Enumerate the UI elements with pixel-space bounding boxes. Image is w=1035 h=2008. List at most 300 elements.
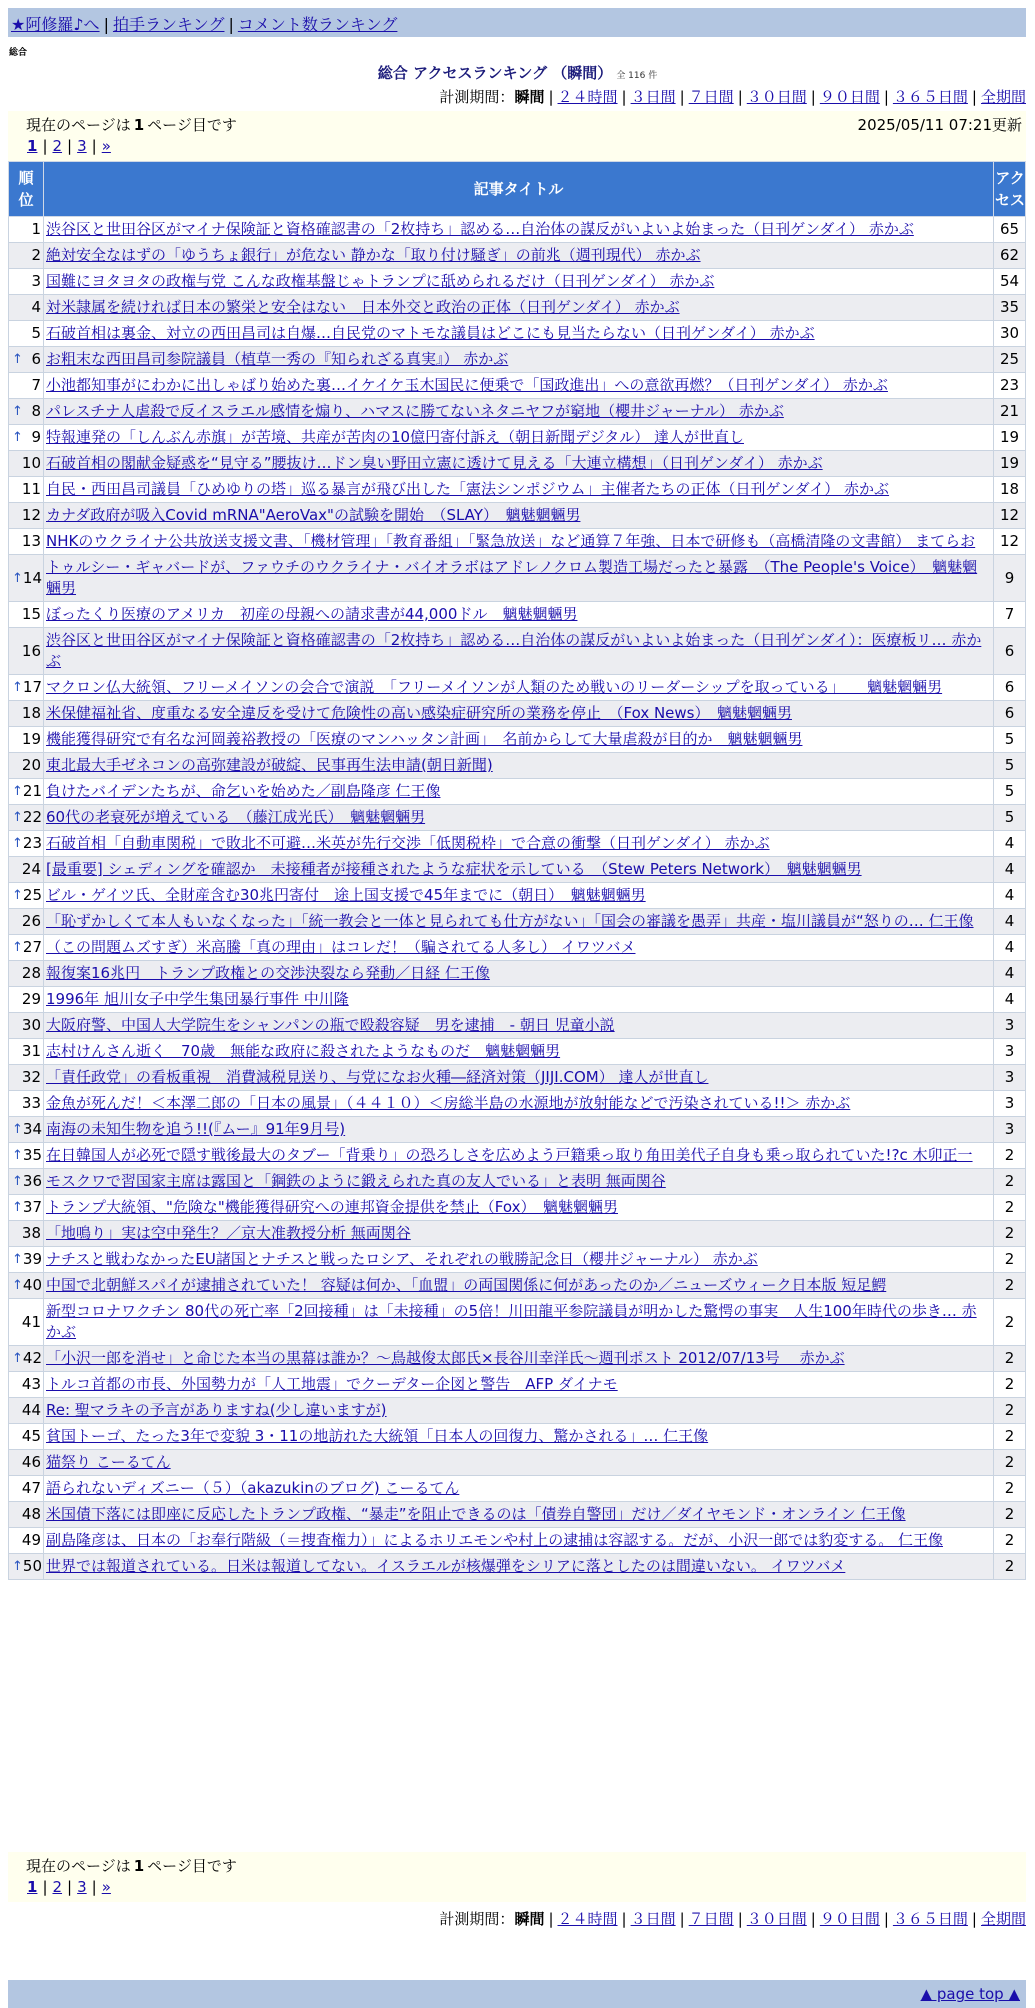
access-count: 5	[994, 753, 1026, 779]
table-row	[9, 1528, 1026, 1554]
rank-cell	[9, 555, 44, 602]
access-count: 2	[994, 1528, 1026, 1554]
period-option[interactable]: 全期間	[980, 1910, 1026, 1928]
table-row	[9, 1065, 1026, 1091]
rank-cell	[9, 753, 44, 779]
article-link[interactable]: 中国で北朝鮮スパイが逮捕されていた！ 容疑は何か、「血盟」の両国関係に何があったのか／ニューズウィーク日本版 短足鰐	[46, 1276, 887, 1294]
article-link[interactable]: モスクワで習国家主席は露国と「鋼鉄のように鍛えられた真の友人でいる」と表明 無両関谷	[46, 1172, 666, 1190]
article-link[interactable]: NHKのウクライナ公共放送支援文書、「機材管理」「教育番組」「緊急放送」など通算７年強、日本で研修も（高橋清隆の文書館） まてらお	[46, 532, 976, 550]
article-link[interactable]: 米保健福祉省、度重なる安全違反を受けて危険性の高い感染症研究所の業務を停止 （Fox News） 魑魅魍魎男	[46, 704, 792, 722]
period-option[interactable]: 全期間	[980, 88, 1026, 106]
ranking-body	[9, 217, 1026, 1580]
period-separator: |	[971, 88, 977, 106]
article-link[interactable]: 副島隆彦は、日本の「お奉行階級（＝捜査権力）」によるホリエモンや村上の逮捕は容認する。だが、小沢一郎では豹変する。 仁王像	[46, 1531, 943, 1549]
article-link[interactable]: 「恥ずかしくて本人もいなくなった」「統一教会と一体と見られても仕方がない」「国会の審議を愚弄」共産・塩川議員が“怒りの… 仁王像	[46, 912, 974, 930]
title-cell	[44, 602, 994, 628]
article-link[interactable]: カナダ政府が吸入Covid mRNA"AeroVax"の試験を開始 （SLAY） 魑魅魍魎男	[46, 506, 581, 524]
article-link[interactable]: 南海の未知生物を追う!!(『ムー』91年9月号)	[46, 1120, 346, 1138]
rank-number: 23	[22, 834, 42, 852]
rank-number: 14	[22, 568, 42, 587]
period-option[interactable]: ２４時間	[557, 1910, 618, 1928]
table-row	[9, 831, 1026, 857]
article-link[interactable]: 貧国トーゴ、たった3年で変貌 3・11の地訪れた大統領「日本人の回復力、驚かされる」… 仁王像	[46, 1427, 709, 1445]
rank-cell	[9, 1273, 44, 1299]
table-row	[9, 1039, 1026, 1065]
rank-number: 26	[21, 912, 41, 930]
article-link[interactable]: マクロン仏大統領、フリーメイソンの会合で演説 「フリーメイソンが人類のため戦いのリーダーシップを取っている」 魑魅魍魎男	[46, 678, 943, 696]
period-option[interactable]: ９０日間	[819, 88, 880, 106]
nav-separator: |	[103, 15, 109, 34]
rank-cell	[9, 425, 44, 451]
article-link[interactable]: 1996年 旭川女子中学生集団暴行事件 中川隆	[46, 990, 349, 1008]
rank-cell	[9, 805, 44, 831]
table-row	[9, 1398, 1026, 1424]
table-row	[9, 675, 1026, 701]
article-link[interactable]: 猫祭り こーるてん	[46, 1453, 171, 1471]
access-count: 21	[994, 399, 1026, 425]
access-count: 3	[994, 1091, 1026, 1117]
rank-cell	[9, 701, 44, 727]
access-count: 12	[994, 529, 1026, 555]
article-link[interactable]: 特報連発の「しんぶん赤旗」が苦境、共産が苦肉の10億円寄付訴え（朝日新聞デジタル） 達人が世直し	[46, 428, 744, 446]
access-count: 5	[994, 727, 1026, 753]
article-link[interactable]: パレスチナ人虐殺で反イスラエル感情を煽り、ハマスに勝てないネタニヤフが窮地（櫻井ジャーナル） 赤かぶ	[46, 402, 784, 420]
title-cell	[44, 909, 994, 935]
title-cell	[44, 295, 994, 321]
rank-cell	[9, 373, 44, 399]
page-title: 総合 アクセスランキング （瞬間）	[377, 64, 613, 82]
rank-cell	[9, 628, 44, 675]
rank-up-arrow-icon: ↑	[12, 430, 23, 445]
top-navigation	[8, 8, 1026, 37]
access-count: 6	[994, 675, 1026, 701]
period-option[interactable]: ３０日間	[746, 88, 807, 106]
rank-number: 42	[22, 1349, 42, 1367]
rank-number: 19	[21, 730, 41, 748]
title-cell	[44, 1502, 994, 1528]
table-row	[9, 701, 1026, 727]
article-link[interactable]: 自民・西田昌司議員「ひめゆりの塔」巡る暴言が飛び出した「憲法シンポジウム」主催者たちの正体（日刊ゲンダイ） 赤かぶ	[46, 480, 890, 498]
rank-up-arrow-icon: ↑	[12, 1148, 23, 1163]
title-cell	[44, 1528, 994, 1554]
title-cell	[44, 1299, 994, 1346]
rank-cell	[9, 961, 44, 987]
access-count: 35	[994, 295, 1026, 321]
page-link[interactable]: 3	[77, 1878, 87, 1896]
title-cell	[44, 1398, 994, 1424]
rank-cell	[9, 1065, 44, 1091]
title-cell	[44, 935, 994, 961]
rank-cell	[9, 503, 44, 529]
rank-number: 29	[21, 990, 41, 1008]
article-link[interactable]: 米国債下落には即座に反応したトランプ政権、“暴走”を阻止できるのは「債券自警団」だけ／ダイヤモンド・オンライン 仁王像	[46, 1505, 906, 1523]
access-count: 2	[994, 1195, 1026, 1221]
rank-cell	[9, 1117, 44, 1143]
rank-up-arrow-icon: ↑	[12, 352, 23, 367]
table-row	[9, 961, 1026, 987]
access-count: 19	[994, 451, 1026, 477]
page-links	[27, 1878, 111, 1896]
access-count: 30	[994, 321, 1026, 347]
title-cell	[44, 503, 994, 529]
current-page-suffix: ページ目です	[147, 116, 237, 134]
period-separator: |	[621, 1910, 627, 1928]
table-row	[9, 1221, 1026, 1247]
rank-number: 22	[22, 808, 42, 826]
title-cell	[44, 1247, 994, 1273]
access-count: 9	[994, 555, 1026, 602]
table-row	[9, 909, 1026, 935]
access-count: 2	[994, 1273, 1026, 1299]
access-header	[994, 162, 1026, 217]
rank-up-arrow-icon: ↑	[12, 888, 23, 903]
access-count: 3	[994, 1117, 1026, 1143]
rank-number: 33	[21, 1094, 41, 1112]
rank-cell	[9, 1247, 44, 1273]
rank-cell	[9, 935, 44, 961]
access-count: 6	[994, 701, 1026, 727]
access-count: 2	[994, 1554, 1026, 1580]
title-cell	[44, 1195, 994, 1221]
article-link[interactable]: Re: 聖マラキの予言がありますね(少し違いますが)	[46, 1401, 387, 1419]
rank-number: 15	[21, 605, 41, 623]
article-link[interactable]: [最重要] シェディングを確認か 未接種者が接種されたような症状を示している （Stew Peters Network） 魑魅魍魎男	[46, 860, 862, 878]
rank-number: 25	[22, 886, 42, 904]
rank-number: 12	[21, 506, 41, 524]
article-link[interactable]: ナチスと戦わなかったEU諸国とナチスと戦ったロシア、それぞれの戦勝記念日（櫻井ジャーナル） 赤かぶ	[46, 1250, 758, 1268]
article-link[interactable]: 石破首相「自動車関税」で敗北不可避…米英が先行交渉「低関税枠」で合意の衝撃（日刊ゲンダイ） 赤かぶ	[46, 834, 770, 852]
table-row	[9, 477, 1026, 503]
article-link[interactable]: 志村けんさん逝く 70歳 無能な政府に殺されたようなものだ 魑魅魍魎男	[46, 1042, 561, 1060]
home-link[interactable]: ★阿修羅♪へ	[11, 15, 100, 34]
rank-number: 30	[21, 1016, 41, 1034]
rank-number: 5	[31, 324, 41, 342]
rank-cell	[9, 1554, 44, 1580]
title-cell	[44, 1143, 994, 1169]
title-cell	[44, 321, 994, 347]
title-cell	[44, 753, 994, 779]
page-separator: |	[67, 1878, 73, 1896]
page-separator: |	[42, 1878, 48, 1896]
access-count: 2	[994, 1346, 1026, 1372]
rank-number: 36	[22, 1172, 42, 1190]
page-links	[27, 137, 111, 155]
article-link[interactable]: 世界では報道されている。日米は報道してない。イスラエルが核爆弾をシリアに落としたのは間違いない。 イワツバメ	[46, 1557, 846, 1575]
article-link[interactable]: トゥルシー・ギャバードが、ファウチのウクライナ・バイオラボはアドレノクロム製造工場だったと暴露 （The People's Voice） 魑魅魍魎男	[46, 558, 978, 597]
rank-header	[9, 162, 44, 217]
table-row	[9, 727, 1026, 753]
rank-number: 1	[31, 220, 41, 238]
table-row	[9, 628, 1026, 675]
table-row	[9, 347, 1026, 373]
rank-number: 10	[21, 454, 41, 472]
rank-number: 13	[21, 532, 41, 550]
table-row	[9, 779, 1026, 805]
rank-number: 31	[21, 1042, 41, 1060]
title-cell	[44, 269, 994, 295]
rank-cell	[9, 1346, 44, 1372]
period-label: 計測期間：	[439, 88, 515, 106]
table-row	[9, 243, 1026, 269]
rank-number: 7	[31, 376, 41, 394]
title-cell	[44, 243, 994, 269]
rank-up-arrow-icon: ↑	[12, 680, 23, 695]
pagination-box-top	[8, 111, 1026, 161]
period-separator: |	[737, 1910, 743, 1928]
rank-cell	[9, 1039, 44, 1065]
access-count: 23	[994, 373, 1026, 399]
access-count: 25	[994, 347, 1026, 373]
title-cell	[44, 555, 994, 602]
access-count: 7	[994, 602, 1026, 628]
access-count: 2	[994, 1143, 1026, 1169]
table-row	[9, 935, 1026, 961]
title-cell	[44, 1346, 994, 1372]
article-link[interactable]: 新型コロナワクチン 80代の死亡率「2回接種」は「未接種」の5倍！川田龍平参院議員が明かした驚愕の事実 人生100年時代の歩き… 赤かぶ	[46, 1302, 977, 1341]
table-row	[9, 373, 1026, 399]
article-link[interactable]: お粗末な西田昌司参院議員（植草一秀の『知られざる真実』） 赤かぶ	[46, 350, 509, 368]
period-option[interactable]: ７日間	[688, 1910, 734, 1928]
article-link[interactable]: 東北最大手ゼネコンの高弥建設が破綻、民事再生法申請(朝日新聞)	[46, 756, 493, 774]
access-count: 4	[994, 831, 1026, 857]
article-link[interactable]: 絶対安全なはずの「ゆうちょ銀行」が危ない 静かな「取り付け騒ぎ」の前兆（週刊現代） 赤かぶ	[46, 246, 701, 264]
title-cell	[44, 857, 994, 883]
rank-number: 11	[21, 480, 41, 498]
next-page-link[interactable]: »	[101, 1878, 111, 1896]
rank-cell	[9, 1299, 44, 1346]
rank-up-arrow-icon: ↑	[12, 784, 23, 799]
page-link[interactable]: 3	[77, 137, 87, 155]
page-link[interactable]: 2	[52, 137, 63, 155]
table-row	[9, 1195, 1026, 1221]
table-row	[9, 1476, 1026, 1502]
period-selector-top	[439, 86, 1026, 107]
rank-number: 20	[21, 756, 41, 774]
rank-number: 46	[21, 1453, 41, 1471]
period-separator: |	[679, 1910, 685, 1928]
article-link[interactable]: 語られないディズニー（５）（akazukinのブログ) こーるてん	[46, 1479, 460, 1497]
current-page-number: 1	[133, 116, 145, 134]
rank-number: 39	[22, 1250, 42, 1268]
table-row	[9, 425, 1026, 451]
table-row	[9, 399, 1026, 425]
title-cell	[44, 727, 994, 753]
rank-number: 40	[22, 1276, 42, 1294]
table-row	[9, 805, 1026, 831]
rank-up-arrow-icon: ↑	[12, 1122, 23, 1137]
article-link[interactable]: 石破首相は裏金、対立の西田昌司は自爆…自民党のマトモな議員はどこにも見当たらない（日刊ゲンダイ） 赤かぶ	[46, 324, 815, 342]
article-link[interactable]: 対米隷属を続ければ日本の繁栄と安全はない 日本外交と政治の正体（日刊ゲンダイ） 赤かぶ	[46, 298, 680, 316]
table-row	[9, 503, 1026, 529]
period-option[interactable]: ７日間	[688, 88, 734, 106]
title-cell	[44, 779, 994, 805]
title-cell	[44, 1424, 994, 1450]
rank-number: 21	[22, 782, 42, 800]
page-separator: |	[91, 1878, 97, 1896]
access-count: 65	[994, 217, 1026, 243]
title-cell	[44, 675, 994, 701]
table-row	[9, 753, 1026, 779]
article-link[interactable]: 小池都知事がにわかに出しゃばり始めた裏…イケイケ玉木国民に便乗で「国政進出」への意欲再燃？（日刊ゲンダイ） 赤かぶ	[46, 376, 888, 394]
page-link[interactable]: 2	[52, 1878, 63, 1896]
access-count: 2	[994, 1476, 1026, 1502]
period-option[interactable]: ３０日間	[746, 1910, 807, 1928]
rank-cell	[9, 243, 44, 269]
rank-cell	[9, 1398, 44, 1424]
title-cell	[44, 1039, 994, 1065]
rank-cell	[9, 1091, 44, 1117]
article-link[interactable]: トランプ大統領、"危険な"機能獲得研究への連邦資金提供を禁止（Fox） 魑魅魍魎男	[46, 1198, 618, 1216]
access-count: 12	[994, 503, 1026, 529]
rank-number: 43	[21, 1375, 41, 1393]
rank-number: 6	[31, 350, 41, 368]
title-cell	[44, 961, 994, 987]
rank-up-arrow-icon: ↑	[12, 940, 23, 955]
period-option[interactable]: ３日間	[630, 88, 676, 106]
table-row	[9, 1247, 1026, 1273]
table-row	[9, 1554, 1026, 1580]
page-link[interactable]: 1	[27, 137, 38, 155]
period-option[interactable]: ３６５日間	[892, 1910, 968, 1928]
page-link[interactable]: 1	[27, 1878, 38, 1896]
page-top-link[interactable]: ▲ page top ▲	[920, 1985, 1020, 2003]
table-header-row	[9, 162, 1026, 217]
rank-number: 24	[21, 860, 41, 878]
rank-number: 16	[21, 641, 41, 660]
rank-number: 41	[21, 1312, 41, 1331]
title-cell	[44, 883, 994, 909]
title-cell	[44, 1554, 994, 1580]
rank-number: 32	[21, 1068, 41, 1086]
access-count: 4	[994, 987, 1026, 1013]
rank-number: 17	[22, 678, 42, 696]
article-link[interactable]: 報復案16兆円 トランプ政権との交渉決裂なら発動／日経 仁王像	[46, 964, 490, 982]
article-link[interactable]: 「地鳴り」実は空中発生？／京大准教授分析 無両関谷	[46, 1224, 411, 1242]
current-page-prefix: 現在のページは	[26, 116, 131, 134]
rank-up-arrow-icon: ↑	[12, 1559, 23, 1574]
period-option[interactable]: ３日間	[630, 1910, 676, 1928]
access-count: 5	[994, 805, 1026, 831]
rank-cell	[9, 1502, 44, 1528]
table-row	[9, 883, 1026, 909]
title-cell	[44, 1450, 994, 1476]
period-option[interactable]: ２４時間	[557, 88, 618, 106]
rank-number: 4	[31, 298, 41, 316]
rank-up-arrow-icon: ↑	[12, 1252, 23, 1267]
period-separator: |	[548, 1910, 554, 1928]
ranking-table	[8, 161, 1026, 1580]
article-link[interactable]: 負けたバイデンたちが、命乞いを始めた／副島隆彦 仁王像	[46, 782, 441, 800]
rank-header-label: 順位	[18, 169, 34, 209]
comment-ranking-link[interactable]: コメント数ランキング	[237, 15, 398, 34]
rank-cell	[9, 1221, 44, 1247]
period-option[interactable]: ９０日間	[819, 1910, 880, 1928]
access-count: 2	[994, 1247, 1026, 1273]
article-link[interactable]: ぼったくり医療のアメリカ 初産の母親への請求書が44,000ドル 魑魅魍魎男	[46, 605, 578, 623]
pagination-box-bottom	[8, 1852, 1026, 1902]
table-row	[9, 1299, 1026, 1346]
article-link[interactable]: 金魚が死んだ！＜本澤二郎の「日本の風景」（４４１０）＜房総半島の水源地が放射能などで汚染されている!!＞ 赤かぶ	[46, 1094, 851, 1112]
current-page-prefix: 現在のページは	[26, 1857, 131, 1875]
rank-number: 9	[31, 428, 41, 446]
period-separator: |	[548, 88, 554, 106]
article-link[interactable]: 渋谷区と世田谷区がマイナ保険証と資格確認書の「2枚持ち」認める…自治体の謀反がいよいよ始まった（日刊ゲンダイ）：医療板リ… 赤かぶ	[46, 631, 982, 670]
article-link[interactable]: 渋谷区と世田谷区がマイナ保険証と資格確認書の「2枚持ち」認める…自治体の謀反がいよいよ始まった（日刊ゲンダイ） 赤かぶ	[46, 220, 914, 238]
table-row	[9, 1372, 1026, 1398]
title-cell	[44, 529, 994, 555]
article-link[interactable]: トルコ首都の市長、外国勢力が「人工地震」でクーデター企図と警告 AFP ダイナモ	[46, 1375, 618, 1393]
article-link[interactable]: 「責任政党」の看板重視 消費減税見送り、与党になお火種―経済対策（JIJI.COM） 達人が世直し	[46, 1068, 709, 1086]
title-cell	[44, 701, 994, 727]
rank-number: 45	[21, 1427, 41, 1445]
rank-number: 28	[21, 964, 41, 982]
article-link[interactable]: 60代の老衰死が増えている （藤江成光氏） 魑魅魍魎男	[46, 808, 426, 826]
article-link[interactable]: 大阪府警、中国人大学院生をシャンパンの瓶で殴殺容疑 男を逮捕 - 朝日 児童小説	[46, 1016, 615, 1034]
rank-up-arrow-icon: ↑	[12, 810, 23, 825]
clap-ranking-link[interactable]: 拍手ランキング	[112, 15, 225, 34]
rank-cell	[9, 477, 44, 503]
rank-cell	[9, 779, 44, 805]
rank-cell	[9, 602, 44, 628]
period-separator: |	[621, 88, 627, 106]
next-page-link[interactable]: »	[101, 137, 111, 155]
table-row	[9, 1346, 1026, 1372]
access-count: 2	[994, 1372, 1026, 1398]
table-row	[9, 217, 1026, 243]
period-option[interactable]: ３６５日間	[892, 88, 968, 106]
rank-cell	[9, 1195, 44, 1221]
rank-number: 38	[21, 1224, 41, 1242]
article-link[interactable]: 国難にヨタヨタの政権与党 こんな政権基盤じゃトランプに舐められるだけ（日刊ゲンダイ） 赤かぶ	[46, 272, 715, 290]
table-row	[9, 1143, 1026, 1169]
access-count: 4	[994, 883, 1026, 909]
period-selector-bottom	[439, 1908, 1026, 1929]
table-row	[9, 321, 1026, 347]
rank-cell	[9, 675, 44, 701]
rank-number: 8	[31, 402, 41, 420]
table-row	[9, 602, 1026, 628]
article-link[interactable]: ビル・ゲイツ氏、全財産含む30兆円寄付 途上国支援で45年までに（朝日） 魑魅魍魎男	[46, 886, 646, 904]
article-link[interactable]: 在日韓国人が必死で隠す戦後最大のタブー「背乗り」の恐ろしさを広めよう戸籍乗っ取り角田美代子自身も乗っ取られていた!?c 木卯正一	[46, 1146, 973, 1164]
table-row	[9, 269, 1026, 295]
article-link[interactable]: 「小沢一郎を消せ」と命じた本当の黒幕は誰か？～鳥越俊太郎氏×長谷川幸洋氏～週刊ポスト 2012/07/13号 赤かぶ	[46, 1349, 845, 1367]
rank-cell	[9, 1476, 44, 1502]
item-count: 全 116 件	[616, 71, 658, 81]
rank-cell	[9, 987, 44, 1013]
title-cell	[44, 347, 994, 373]
rank-cell	[9, 217, 44, 243]
title-cell	[44, 1013, 994, 1039]
table-row	[9, 1273, 1026, 1299]
title-cell	[44, 831, 994, 857]
access-count: 2	[994, 1221, 1026, 1247]
table-row	[9, 1424, 1026, 1450]
table-row	[9, 987, 1026, 1013]
access-count: 2	[994, 1169, 1026, 1195]
access-count: 6	[994, 628, 1026, 675]
article-link[interactable]: （この問題ムズすぎ）米高騰「真の理由」はコレだ！（騙されてる人多し） イワツバメ	[46, 938, 636, 956]
article-link[interactable]: 機能獲得研究で有名な河岡義裕教授の「医療のマンハッタン計画」 名前からして大量虐殺が目的か 魑魅魍魎男	[46, 730, 803, 748]
period-separator: |	[883, 1910, 889, 1928]
title-cell	[44, 217, 994, 243]
period-separator: |	[810, 88, 816, 106]
rank-up-arrow-icon: ↑	[12, 1174, 23, 1189]
access-count: 4	[994, 857, 1026, 883]
article-link[interactable]: 石破首相の閣献金疑惑を“見守る”腰抜け…ドン臭い野田立憲に透けて見える「大連立構想」（日刊ゲンダイ） 赤かぶ	[46, 454, 823, 472]
table-row	[9, 555, 1026, 602]
table-row	[9, 857, 1026, 883]
rank-cell	[9, 451, 44, 477]
